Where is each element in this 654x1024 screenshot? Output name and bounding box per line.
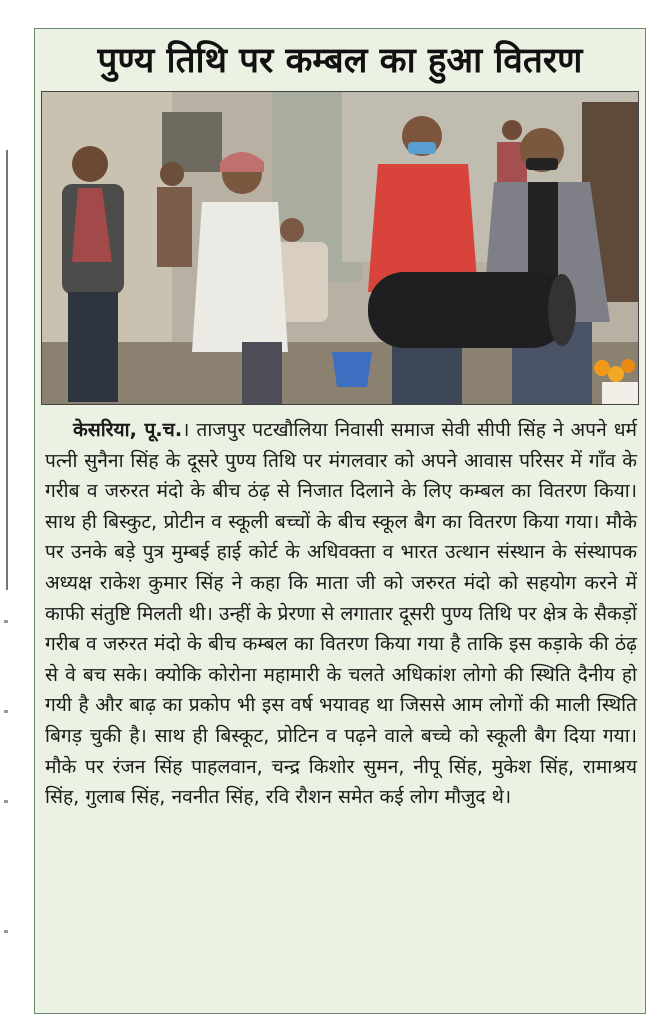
cropped-previous-text [0, 0, 654, 14]
dateline: केसरिया, पू.च. [73, 418, 183, 441]
headline: पुण्य तिथि पर कम्बल का हुआ वितरण [97, 41, 583, 81]
photo-illustration [42, 92, 638, 404]
news-article [34, 28, 646, 1014]
body-paragraph: । ताजपुर पटखौलिया निवासी समाज सेवी सीपी सिंह ने अपने धर्म पत्नी सुनैना सिंह के दूसरे पुण्य तिथि पर मंगलवार को अपने आवास परिसर में गाँव के गरीब व जरुरत मंदो के बीच ठंढ़ से निजात दिलाने के लिए कम्बल का वितरण किया। साथ ही बिस्कुट, प्रोटीन व स्कूली बच्चों के बीच स्कूल बैग का वितरण किया गया। मौके पर उनके बड़े पुत्र मुम्बई हाई कोर्ट के अधिवक्ता व भारत उत्थान संस्थान के संस्थापक अध्यक्ष राकेश कुमार सिंह ने कहा कि माता जी को जरुरत मंदो को सहयोग करने में काफी संतुष्टि मिलती थी। उन्हीं के प्रेरणा से लगातार दूसरी पुण्य तिथि पर क्षेत्र के सैकड़ों गरीब व जरुरत मंदो के बीच कम्बल का वितरण किया गया है ताकि इस कड़ाके की ठंढ़ से वे बच सके। क्योकि कोरोना महामारी के चलते अधिकांश लोगो की स्थिति दैनीय हो गयी है और बाढ़ का प्रकोप भी इस वर्ष भयावह था जिससे आम लोगों की माली स्थिति बिगड़ चुकी है। साथ ही बिस्कूट, प्रोटिन व पढ़ने वाले बच्चे को स्कूली बैग दिया गया। मौके पर रंजन सिंह पाहलवान, चन्द्र किशोर सुमन, नीपू सिंह, मुकेश सिंह, रामाश्रय सिंह, गुलाब सिंह, नवनीत सिंह, रवि रौशन समेत कई लोग मौजुद थे। [45, 418, 637, 809]
adjacent-column-edge [0, 150, 14, 1010]
article-body [45, 415, 637, 813]
news-photo [41, 91, 639, 405]
